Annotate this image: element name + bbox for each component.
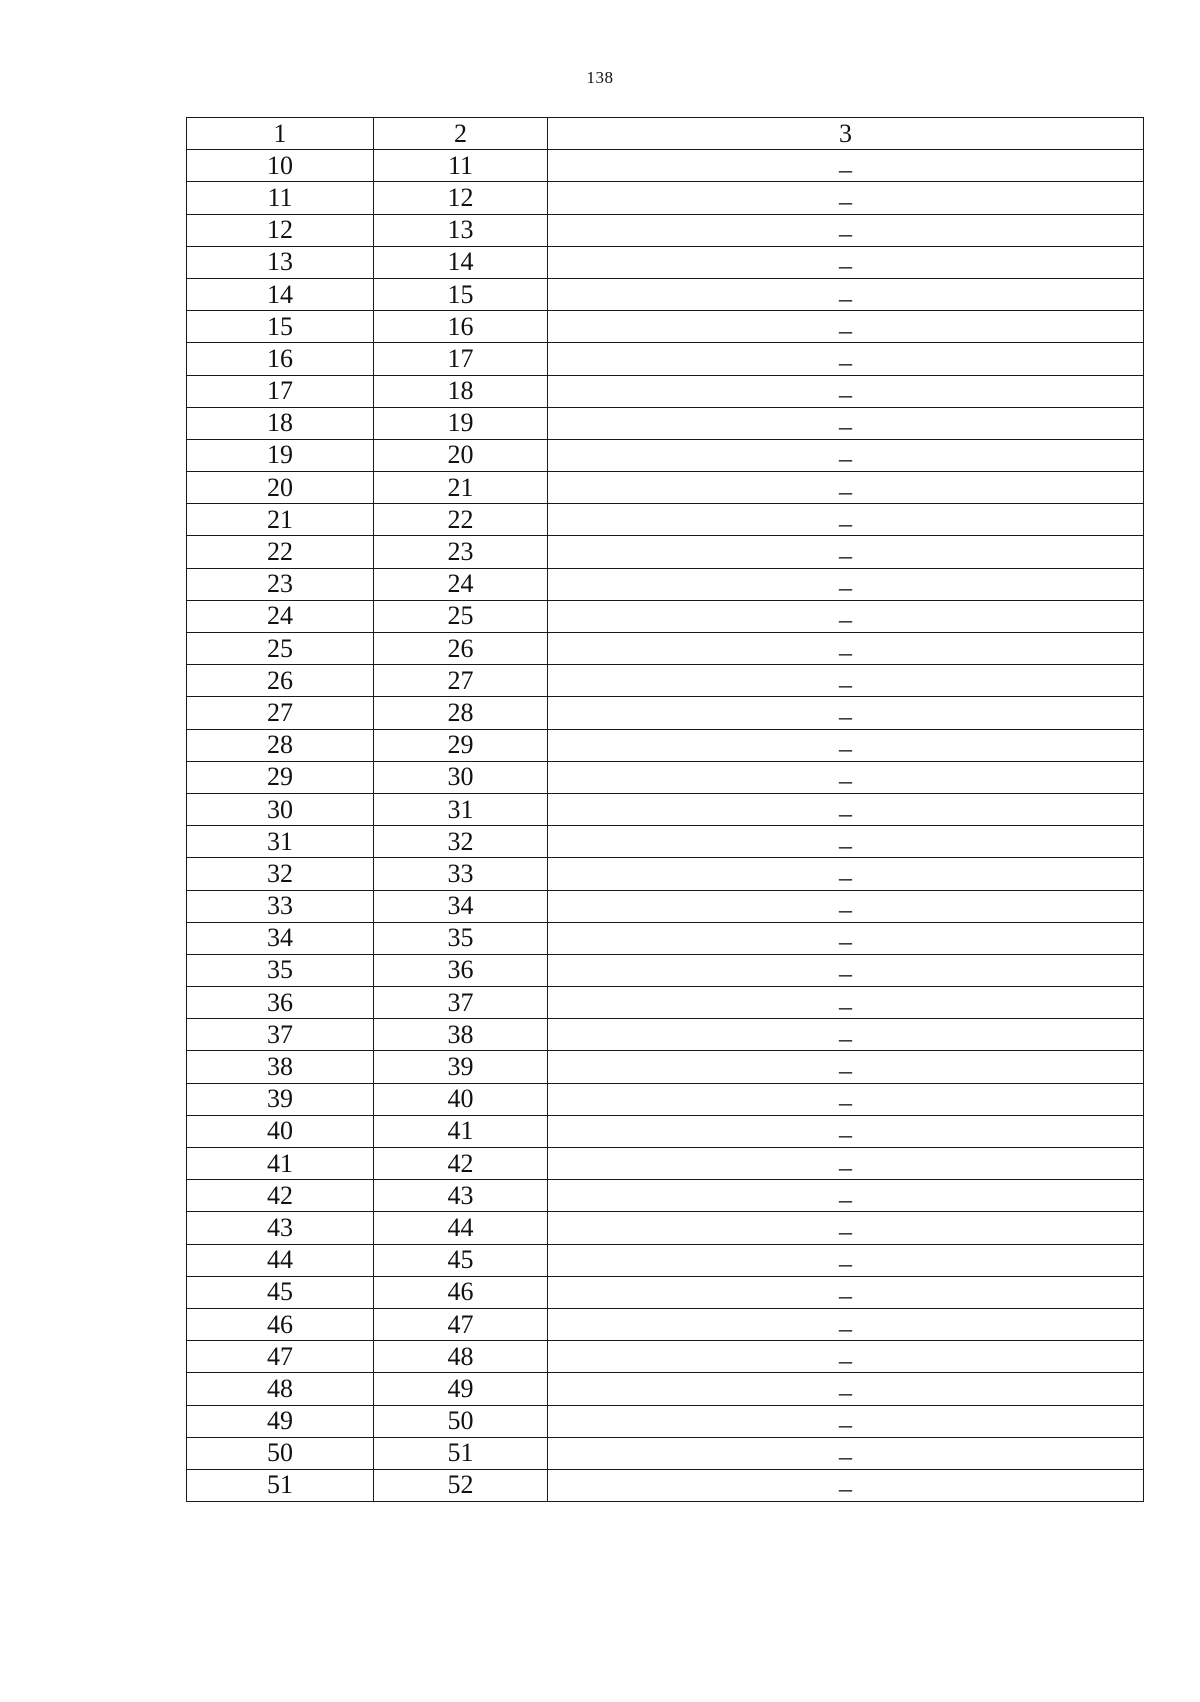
table-cell-col-3	[548, 665, 1144, 697]
table-cell-col-1: 12	[187, 214, 374, 246]
table-cell-col-1: 19	[187, 439, 374, 471]
table-cell-col-1: 38	[187, 1051, 374, 1083]
table-row	[187, 1019, 1144, 1051]
table-cell-col-2: 34	[374, 890, 548, 922]
dash-mark: –	[839, 927, 852, 957]
table-cell-col-1: 15	[187, 311, 374, 343]
table-row	[187, 278, 1144, 310]
dash-mark: –	[839, 1410, 852, 1440]
table-row	[187, 1180, 1144, 1212]
table-cell-col-3	[548, 311, 1144, 343]
table-cell-col-1: 23	[187, 568, 374, 600]
table-cell-col-3	[548, 697, 1144, 729]
dash-mark: –	[839, 1023, 852, 1053]
table-cell-col-2: 42	[374, 1148, 548, 1180]
table-cell-col-2: 48	[374, 1341, 548, 1373]
dash-mark: –	[839, 154, 852, 184]
table-cell-col-1: 46	[187, 1308, 374, 1340]
table-cell-col-3	[548, 858, 1144, 890]
table-cell-col-2: 11	[374, 150, 548, 182]
table-cell-col-3	[548, 1308, 1144, 1343]
table-cell-col-2: 19	[374, 407, 548, 439]
dash-mark: –	[839, 1088, 852, 1118]
table-cell-col-2: 31	[374, 793, 548, 825]
table-cell-col-1: 27	[187, 697, 374, 729]
table-row	[187, 1308, 1144, 1340]
table-cell-col-2: 38	[374, 1019, 548, 1051]
table-cell-col-2: 28	[374, 697, 548, 729]
table-cell-col-1: 44	[187, 1244, 374, 1276]
table-cell-col-3	[548, 826, 1144, 858]
table-cell-col-1: 50	[187, 1437, 374, 1469]
table-cell-col-3	[548, 407, 1144, 442]
dash-mark: –	[839, 1184, 852, 1214]
table-cell-col-3	[548, 150, 1144, 182]
dash-mark: –	[839, 573, 852, 603]
dash-mark: –	[839, 830, 852, 860]
table-cell-col-2: 46	[374, 1276, 548, 1308]
table-cell-col-3	[548, 182, 1144, 214]
table-cell-col-2: 50	[374, 1405, 548, 1437]
table-cell-col-3	[548, 568, 1144, 603]
table-cell-col-1: 17	[187, 375, 374, 407]
table-cell-col-3	[548, 278, 1144, 313]
table-cell-col-1: 16	[187, 343, 374, 375]
table-cell-col-1: 30	[187, 793, 374, 825]
table-cell-col-2: 39	[374, 1051, 548, 1083]
table-cell-col-1: 28	[187, 729, 374, 761]
table-row	[187, 761, 1144, 793]
table-cell-col-1: 35	[187, 954, 374, 986]
column-header-2: 2	[374, 118, 548, 150]
table-cell-col-3	[548, 890, 1144, 925]
table-row	[187, 472, 1144, 504]
table-cell-col-2: 15	[374, 278, 548, 310]
table-cell-col-2: 21	[374, 472, 548, 504]
dash-mark: –	[839, 541, 852, 571]
table-row	[187, 1276, 1144, 1308]
table-row	[187, 1083, 1144, 1115]
table-cell-col-2: 18	[374, 375, 548, 407]
dash-mark: –	[839, 347, 852, 377]
table-cell-col-2: 49	[374, 1373, 548, 1405]
dash-mark: –	[839, 508, 852, 538]
table-cell-col-2: 17	[374, 343, 548, 375]
table-cell-col-1: 34	[187, 922, 374, 954]
table-cell-col-3	[548, 729, 1144, 764]
dash-mark: –	[839, 476, 852, 506]
table-cell-col-1: 21	[187, 504, 374, 536]
table-cell-col-1: 48	[187, 1373, 374, 1405]
table-row	[187, 1341, 1144, 1373]
table-cell-col-3	[548, 954, 1144, 989]
table-row	[187, 407, 1144, 439]
table-cell-col-2: 13	[374, 214, 548, 246]
dash-mark: –	[839, 1120, 852, 1150]
dash-mark: –	[839, 991, 852, 1021]
table-body	[187, 150, 1144, 1502]
data-table	[186, 117, 1144, 1502]
table-cell-col-3	[548, 1276, 1144, 1311]
table-row	[187, 568, 1144, 600]
table-cell-col-3	[548, 246, 1144, 281]
table-cell-col-2: 14	[374, 246, 548, 278]
table-cell-col-2: 35	[374, 922, 548, 954]
table-row	[187, 1469, 1144, 1501]
table-row	[187, 600, 1144, 632]
table-row	[187, 1437, 1144, 1469]
table-row	[187, 665, 1144, 697]
table-row	[187, 311, 1144, 343]
table-cell-col-1: 31	[187, 826, 374, 858]
table-cell-col-2: 20	[374, 439, 548, 471]
table-cell-col-2: 29	[374, 729, 548, 761]
table-cell-col-1: 26	[187, 665, 374, 697]
table-row	[187, 536, 1144, 568]
dash-mark: –	[839, 251, 852, 281]
table-cell-col-2: 45	[374, 1244, 548, 1276]
table-cell-col-1: 51	[187, 1469, 374, 1501]
table-row	[187, 214, 1144, 246]
table-cell-col-3	[548, 504, 1144, 536]
table-cell-col-2: 40	[374, 1083, 548, 1115]
table-cell-col-1: 24	[187, 600, 374, 632]
table-cell-col-3	[548, 1244, 1144, 1279]
dash-mark: –	[839, 1442, 852, 1472]
table-cell-col-1: 40	[187, 1115, 374, 1147]
dash-mark: –	[839, 734, 852, 764]
dash-mark: –	[839, 1152, 852, 1182]
table-cell-col-1: 39	[187, 1083, 374, 1115]
dash-mark: –	[839, 412, 852, 442]
table-row	[187, 858, 1144, 890]
dash-mark: –	[839, 315, 852, 345]
column-header-1: 1	[187, 118, 374, 150]
table-cell-col-1: 25	[187, 633, 374, 665]
table-row	[187, 890, 1144, 922]
table-cell-col-3	[548, 375, 1144, 410]
dash-mark: –	[839, 444, 852, 474]
dash-mark: –	[839, 959, 852, 989]
table-cell-col-2: 25	[374, 600, 548, 632]
table-cell-col-1: 45	[187, 1276, 374, 1308]
table-row	[187, 793, 1144, 825]
table-row	[187, 697, 1144, 729]
table-cell-col-1: 10	[187, 150, 374, 182]
table-row	[187, 1373, 1144, 1405]
table-cell-col-2: 52	[374, 1469, 548, 1501]
table-cell-col-1: 36	[187, 987, 374, 1019]
table-row	[187, 1051, 1144, 1083]
table-cell-col-3	[548, 472, 1144, 504]
table-cell-col-3	[548, 1180, 1144, 1212]
table-cell-col-1: 49	[187, 1405, 374, 1437]
table-row	[187, 150, 1144, 182]
table-row	[187, 1148, 1144, 1180]
table-cell-col-3	[548, 1437, 1144, 1472]
table-cell-col-3	[548, 793, 1144, 828]
table-cell-col-3	[548, 1212, 1144, 1244]
table-cell-col-2: 32	[374, 826, 548, 858]
table-cell-col-2: 43	[374, 1180, 548, 1212]
table-cell-col-1: 18	[187, 407, 374, 439]
table-header-row	[187, 118, 1144, 150]
table-cell-col-3	[548, 439, 1144, 474]
dash-mark: –	[839, 186, 852, 216]
table-cell-col-1: 42	[187, 1180, 374, 1212]
dash-mark: –	[839, 1313, 852, 1343]
dash-mark: –	[839, 1345, 852, 1375]
page-number: 138	[586, 68, 614, 87]
table-cell-col-2: 12	[374, 182, 548, 214]
dash-mark: –	[839, 862, 852, 892]
table-row	[187, 633, 1144, 665]
table-row	[187, 1244, 1144, 1276]
table-row	[187, 343, 1144, 375]
dash-mark: –	[839, 1249, 852, 1279]
table-row	[187, 729, 1144, 761]
table-cell-col-1: 41	[187, 1148, 374, 1180]
table-cell-col-3	[548, 987, 1144, 1019]
table-cell-col-2: 47	[374, 1308, 548, 1340]
dash-mark: –	[839, 895, 852, 925]
table-cell-col-1: 13	[187, 246, 374, 278]
table-row	[187, 826, 1144, 858]
column-header-3: 3	[548, 118, 1144, 150]
table-cell-col-1: 29	[187, 761, 374, 793]
dash-mark: –	[839, 701, 852, 731]
table-cell-col-3	[548, 1115, 1144, 1150]
dash-mark: –	[839, 1377, 852, 1407]
table-cell-col-2: 37	[374, 987, 548, 1019]
table-row	[187, 1115, 1144, 1147]
table-cell-col-2: 16	[374, 311, 548, 343]
table-cell-col-2: 26	[374, 633, 548, 665]
table-cell-col-1: 22	[187, 536, 374, 568]
dash-mark: –	[839, 798, 852, 828]
table-cell-col-3	[548, 1341, 1144, 1373]
table-row	[187, 922, 1144, 954]
table-cell-col-1: 43	[187, 1212, 374, 1244]
table-cell-col-1: 20	[187, 472, 374, 504]
table-cell-col-3	[548, 600, 1144, 635]
table-cell-col-2: 41	[374, 1115, 548, 1147]
dash-mark: –	[839, 1281, 852, 1311]
table-cell-col-3	[548, 343, 1144, 375]
table-cell-col-1: 11	[187, 182, 374, 214]
table-cell-col-3	[548, 1019, 1144, 1051]
dash-mark: –	[839, 1216, 852, 1246]
table-row	[187, 1212, 1144, 1244]
table-cell-col-3	[548, 633, 1144, 665]
table-row	[187, 375, 1144, 407]
table-cell-col-3	[548, 1469, 1144, 1504]
table-cell-col-2: 33	[374, 858, 548, 890]
table-cell-col-1: 14	[187, 278, 374, 310]
table-row	[187, 987, 1144, 1019]
dash-mark: –	[839, 605, 852, 635]
table-cell-col-3	[548, 1051, 1144, 1086]
table-cell-col-3	[548, 1083, 1144, 1118]
table-cell-col-3	[548, 1373, 1144, 1405]
table-cell-col-3	[548, 214, 1144, 249]
table-cell-col-2: 30	[374, 761, 548, 793]
dash-mark: –	[839, 1474, 852, 1504]
table-cell-col-2: 44	[374, 1212, 548, 1244]
table-cell-col-1: 37	[187, 1019, 374, 1051]
table-cell-col-2: 27	[374, 665, 548, 697]
table-cell-col-3	[548, 922, 1144, 957]
table-cell-col-3	[548, 536, 1144, 571]
dash-mark: –	[839, 380, 852, 410]
table-cell-col-3	[548, 761, 1144, 796]
dash-mark: –	[839, 669, 852, 699]
table-cell-col-1: 32	[187, 858, 374, 890]
table-row	[187, 504, 1144, 536]
table-row	[187, 439, 1144, 471]
table-cell-col-1: 33	[187, 890, 374, 922]
table-cell-col-2: 23	[374, 536, 548, 568]
table-cell-col-2: 24	[374, 568, 548, 600]
dash-mark: –	[839, 219, 852, 249]
dash-mark: –	[839, 1056, 852, 1086]
table-row	[187, 182, 1144, 214]
table-row	[187, 246, 1144, 278]
table-cell-col-2: 22	[374, 504, 548, 536]
table-cell-col-1: 47	[187, 1341, 374, 1373]
table-cell-col-2: 36	[374, 954, 548, 986]
table-cell-col-3	[548, 1405, 1144, 1440]
table-cell-col-3	[548, 1148, 1144, 1180]
dash-mark: –	[839, 283, 852, 313]
table-row	[187, 1405, 1144, 1437]
table-cell-col-2: 51	[374, 1437, 548, 1469]
dash-mark: –	[839, 766, 852, 796]
dash-mark: –	[839, 637, 852, 667]
table-row	[187, 954, 1144, 986]
